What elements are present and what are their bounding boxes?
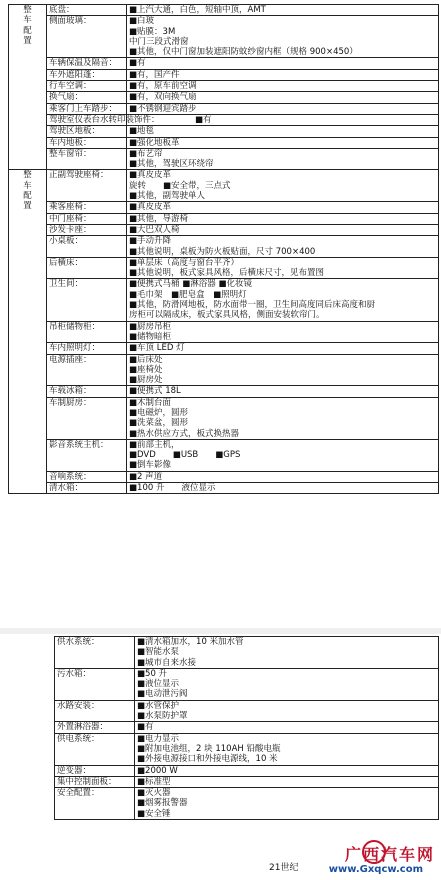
spec-row — [9, 321, 439, 343]
spec-value — [127, 236, 439, 258]
spec-value — [135, 668, 439, 700]
spec-value-line: ■其他说明，桌板为防火板贴面，尺寸 700×400 — [129, 246, 316, 257]
spec-value-line: ■附加电池组，2 块 110AH 铅酸电瓶 — [137, 743, 281, 754]
spec-label: 音响系统： — [47, 471, 127, 482]
spec-row — [55, 765, 439, 776]
spec-value — [127, 137, 439, 148]
spec-row — [9, 471, 439, 482]
spec-value — [127, 5, 439, 16]
spec-row — [55, 788, 439, 820]
spec-value-line: ■便携式马桶 ■淋浴器 ■化妆镜 — [129, 279, 252, 290]
spec-value — [127, 148, 439, 170]
section-category-char: 整 — [23, 170, 32, 181]
section-category — [9, 170, 47, 494]
spec-label: 水路安装： — [55, 700, 135, 722]
spec-row — [9, 386, 439, 397]
spec-value-line: ■真皮皮革 — [129, 202, 172, 213]
spec-label: 供水系统： — [55, 637, 135, 669]
spec-row — [9, 213, 439, 224]
spec-row — [9, 170, 439, 202]
spec-row — [9, 126, 439, 137]
spec-row — [9, 279, 439, 321]
spec-value — [135, 788, 439, 820]
spec-value — [127, 69, 439, 80]
spec-row — [9, 58, 439, 69]
spec-value — [135, 700, 439, 722]
spec-value-line: ■有，国产件 — [129, 69, 180, 80]
spec-value-line: ■强化地板革 — [129, 137, 180, 148]
spec-value-line: 房柜可以隔成床，板式家具风格，侧面安装软帘门。 — [129, 310, 325, 321]
spec-label: 整车窗帘： — [47, 148, 127, 170]
watermark-url: www.Gxqcw.com — [328, 864, 423, 875]
spec-value-line: ■水管保护 — [137, 700, 180, 711]
spec-label: 车内照明灯： — [47, 343, 127, 354]
spec-value-line: ■便携式 18L — [129, 386, 181, 397]
spec-value-line: ■地毯 — [129, 126, 155, 137]
section-category-char: 整 — [23, 5, 32, 15]
spec-value — [127, 483, 439, 494]
spec-value — [127, 103, 439, 114]
spec-label: 乘客座椅： — [47, 202, 127, 213]
spec-value-line: ■车顶 LED 灯 — [129, 343, 185, 354]
spec-value-line: ■2 声道 — [129, 471, 163, 482]
spec-row — [9, 439, 439, 471]
spec-value — [127, 321, 439, 343]
spec-value — [127, 471, 439, 482]
spec-label: 外置淋浴器： — [55, 722, 135, 733]
spec-row — [55, 722, 439, 733]
spec-label: 小桌板： — [47, 236, 127, 258]
spec-value-line: ■有 — [137, 722, 154, 733]
spec-value — [127, 279, 439, 321]
spec-value-line: ■不锈钢迎宾踏步 — [129, 103, 197, 114]
spec-value-line: ■热水供应方式，板式换热器 — [129, 428, 240, 439]
spec-row — [9, 224, 439, 235]
spec-value-line: ■电磁炉，圆形 — [129, 407, 189, 418]
section-category-char: 车 — [23, 180, 32, 191]
spec-value-line: ■电力显示 — [137, 733, 180, 744]
spec-value-line: ■木制台面 — [129, 397, 172, 408]
spec-value — [127, 16, 439, 58]
spec-value — [127, 397, 439, 439]
spec-label: 中门座椅： — [47, 213, 127, 224]
spec-label: 换气扇： — [47, 92, 127, 103]
spec-label: 卫生间： — [47, 279, 127, 321]
spec-label: 车制厨房： — [47, 397, 127, 439]
spec-value — [135, 765, 439, 776]
spec-value — [127, 58, 439, 69]
spec-value-line: ■厨房处 — [129, 375, 163, 386]
spec-value-line: ■烟雾报警器 — [137, 798, 188, 809]
spec-value-line: ■其他，防滑网地板，防水面带一圈，卫生间高度同后床高度和厨 — [129, 300, 376, 311]
spec-row — [9, 343, 439, 354]
spec-label: 影音系统主机： — [47, 439, 127, 471]
spec-row — [55, 776, 439, 787]
spec-label: 行车空调： — [47, 81, 127, 92]
spec-value — [127, 354, 439, 386]
spec-value-line: ■城市自来水接 — [137, 657, 197, 668]
section-category-char: 置 — [23, 35, 32, 46]
spec-value — [127, 92, 439, 103]
spec-row — [55, 637, 439, 669]
spec-row — [55, 668, 439, 700]
spec-value-line: ■厨房吊柜 — [129, 321, 172, 332]
spec-label: 乘客门上车踏步： — [47, 103, 127, 114]
section-category — [9, 5, 47, 170]
spec-value-line: ■DVD ■USB ■GPS — [129, 450, 241, 461]
spec-row — [9, 137, 439, 148]
spec-row — [9, 69, 439, 80]
spec-label: 吊柜储物柜： — [47, 321, 127, 343]
section-category-char: 车 — [23, 15, 32, 26]
spec-value — [135, 637, 439, 669]
spec-label: 后横床： — [47, 257, 127, 279]
spec-label: 安全配置： — [55, 788, 135, 820]
spec-value-line: ■电动泄污阀 — [137, 689, 188, 700]
spec-label: 车外遮阳蓬： — [47, 69, 127, 80]
spec-row — [9, 236, 439, 258]
spec-row — [9, 202, 439, 213]
spec-value-line: ■上汽大通，白色，短轴中顶，AMT — [129, 5, 266, 15]
spec-value-line: ■智能水泵 — [137, 647, 180, 658]
watermark-title: 广西汽车网 — [344, 845, 435, 864]
spec-row — [9, 397, 439, 439]
spec-row — [55, 733, 439, 765]
spec-label: 驾驶区地板： — [47, 126, 127, 137]
spec-value-line: ■有，原车前空调 — [129, 81, 197, 92]
spec-row — [9, 16, 439, 58]
section-category-char: 置 — [23, 201, 32, 212]
spec-row — [9, 114, 439, 125]
spec-value-line: 中门三段式滑窗 — [129, 36, 189, 47]
spec-table-2 — [54, 636, 439, 820]
spec-label: 沙发卡座： — [47, 224, 127, 235]
spec-label: 供电系统： — [55, 733, 135, 765]
spec-value — [127, 257, 439, 279]
spec-value-line: ■其他，驾驶区环绕帘 — [129, 159, 214, 170]
spec-value-line: ■白玻 — [129, 16, 155, 27]
spec-value-line: ■大巴双人椅 — [129, 224, 180, 235]
spec-value-line: ■布艺帘 — [129, 148, 163, 159]
spec-value — [127, 224, 439, 235]
spec-label: 车辆保温及隔音： — [47, 58, 127, 69]
spec-value — [127, 126, 439, 137]
spec-value-line: ■倒车影像 — [129, 460, 172, 471]
spec-label: 集中控制面板： — [55, 776, 135, 787]
spec-value-line: ■其他，仅中门窗加装遮阳防蚊纱窗内框（规格 900×450） — [129, 47, 358, 58]
spec-row — [55, 700, 439, 722]
spec-value-line: ■手动升降 — [129, 236, 172, 247]
spec-row — [9, 92, 439, 103]
spec-row — [9, 81, 439, 92]
spec-row — [9, 5, 439, 16]
spec-value — [127, 114, 439, 125]
spec-row — [9, 257, 439, 279]
spec-value-line: ■后床处 — [129, 354, 163, 365]
spec-value-line: ■其他，导游椅 — [129, 213, 189, 224]
spec-value — [135, 776, 439, 787]
spec-row — [9, 483, 439, 494]
spec-value-line: ■前部主机， — [129, 439, 180, 450]
spec-value-line: ■储物暗柜 — [129, 331, 172, 342]
section-category-char: 配 — [23, 25, 32, 36]
spec-value-line: ■真皮皮革 — [129, 170, 172, 181]
spec-label: 电源插座： — [47, 354, 127, 386]
spec-label: 车载冰箱： — [47, 386, 127, 397]
spec-value-line: ■2000 W — [137, 765, 178, 776]
spec-value — [135, 722, 439, 733]
spec-row — [9, 148, 439, 170]
spec-value — [127, 343, 439, 354]
spec-value — [127, 213, 439, 224]
spec-value-line: ■座椅处 — [129, 364, 163, 375]
spec-table-1 — [8, 4, 439, 494]
spec-value-line: ■有 — [129, 58, 146, 69]
spec-label: 侧面玻璃： — [47, 16, 127, 58]
spec-value-line: ■清水箱加水，10 米加水管 — [137, 637, 244, 647]
spec-label: 底盘： — [47, 5, 127, 16]
spec-value-line: ■外接电源接口和外接电源线，10 米 — [137, 754, 278, 765]
source-caption: 21世纪 — [269, 863, 299, 873]
spec-value-line: ■洗菜盆，圆形 — [129, 418, 189, 429]
spec-value-line: ■有，双向换气扇 — [129, 92, 197, 103]
spec-value — [127, 386, 439, 397]
section-category-char: 配 — [23, 191, 32, 202]
spec-value-line: ■其他，副驾驶单人 — [129, 191, 206, 202]
spec-row — [9, 103, 439, 114]
spec-value-line: ■单层床（高度与窗台平齐） — [129, 257, 240, 268]
spec-value-line: ■有 — [195, 114, 212, 125]
spec-label: 正副驾驶座椅： — [47, 170, 127, 202]
spec-row — [9, 354, 439, 386]
spec-label: 驾驶室仪表台水转印装饰件： — [47, 114, 127, 125]
spec-value-line: ■100 升 液位显示 — [129, 483, 216, 494]
spec-value-line: ■其他说明，板式家具风格，后横床尺寸，见布置图 — [129, 268, 325, 279]
spec-value-line: ■标准型 — [137, 776, 171, 787]
spec-label: 清水箱： — [47, 483, 127, 494]
spec-value — [127, 439, 439, 471]
spec-value-line: ■毛巾架 ■肥皂盒 ■照明灯 — [129, 289, 247, 300]
spec-value — [127, 170, 439, 202]
spec-label: 车内地板： — [47, 137, 127, 148]
spec-value — [127, 202, 439, 213]
spec-value — [135, 733, 439, 765]
spec-label: 逆变器： — [55, 765, 135, 776]
spec-value-line: ■灭火器 — [137, 788, 171, 799]
spec-value-line: ■水泵防护罩 — [137, 711, 188, 722]
spec-value-line: ■50 升 — [137, 668, 168, 679]
spec-value — [127, 81, 439, 92]
spec-value-line: 旋转 ■安全带，三点式 — [129, 180, 231, 191]
spec-value-line: ■贴膜：3M — [129, 26, 176, 37]
spec-value-line: ■安全锤 — [137, 808, 171, 819]
spec-label: 污水箱： — [55, 668, 135, 700]
spec-value-line: ■液位显示 — [137, 679, 180, 690]
